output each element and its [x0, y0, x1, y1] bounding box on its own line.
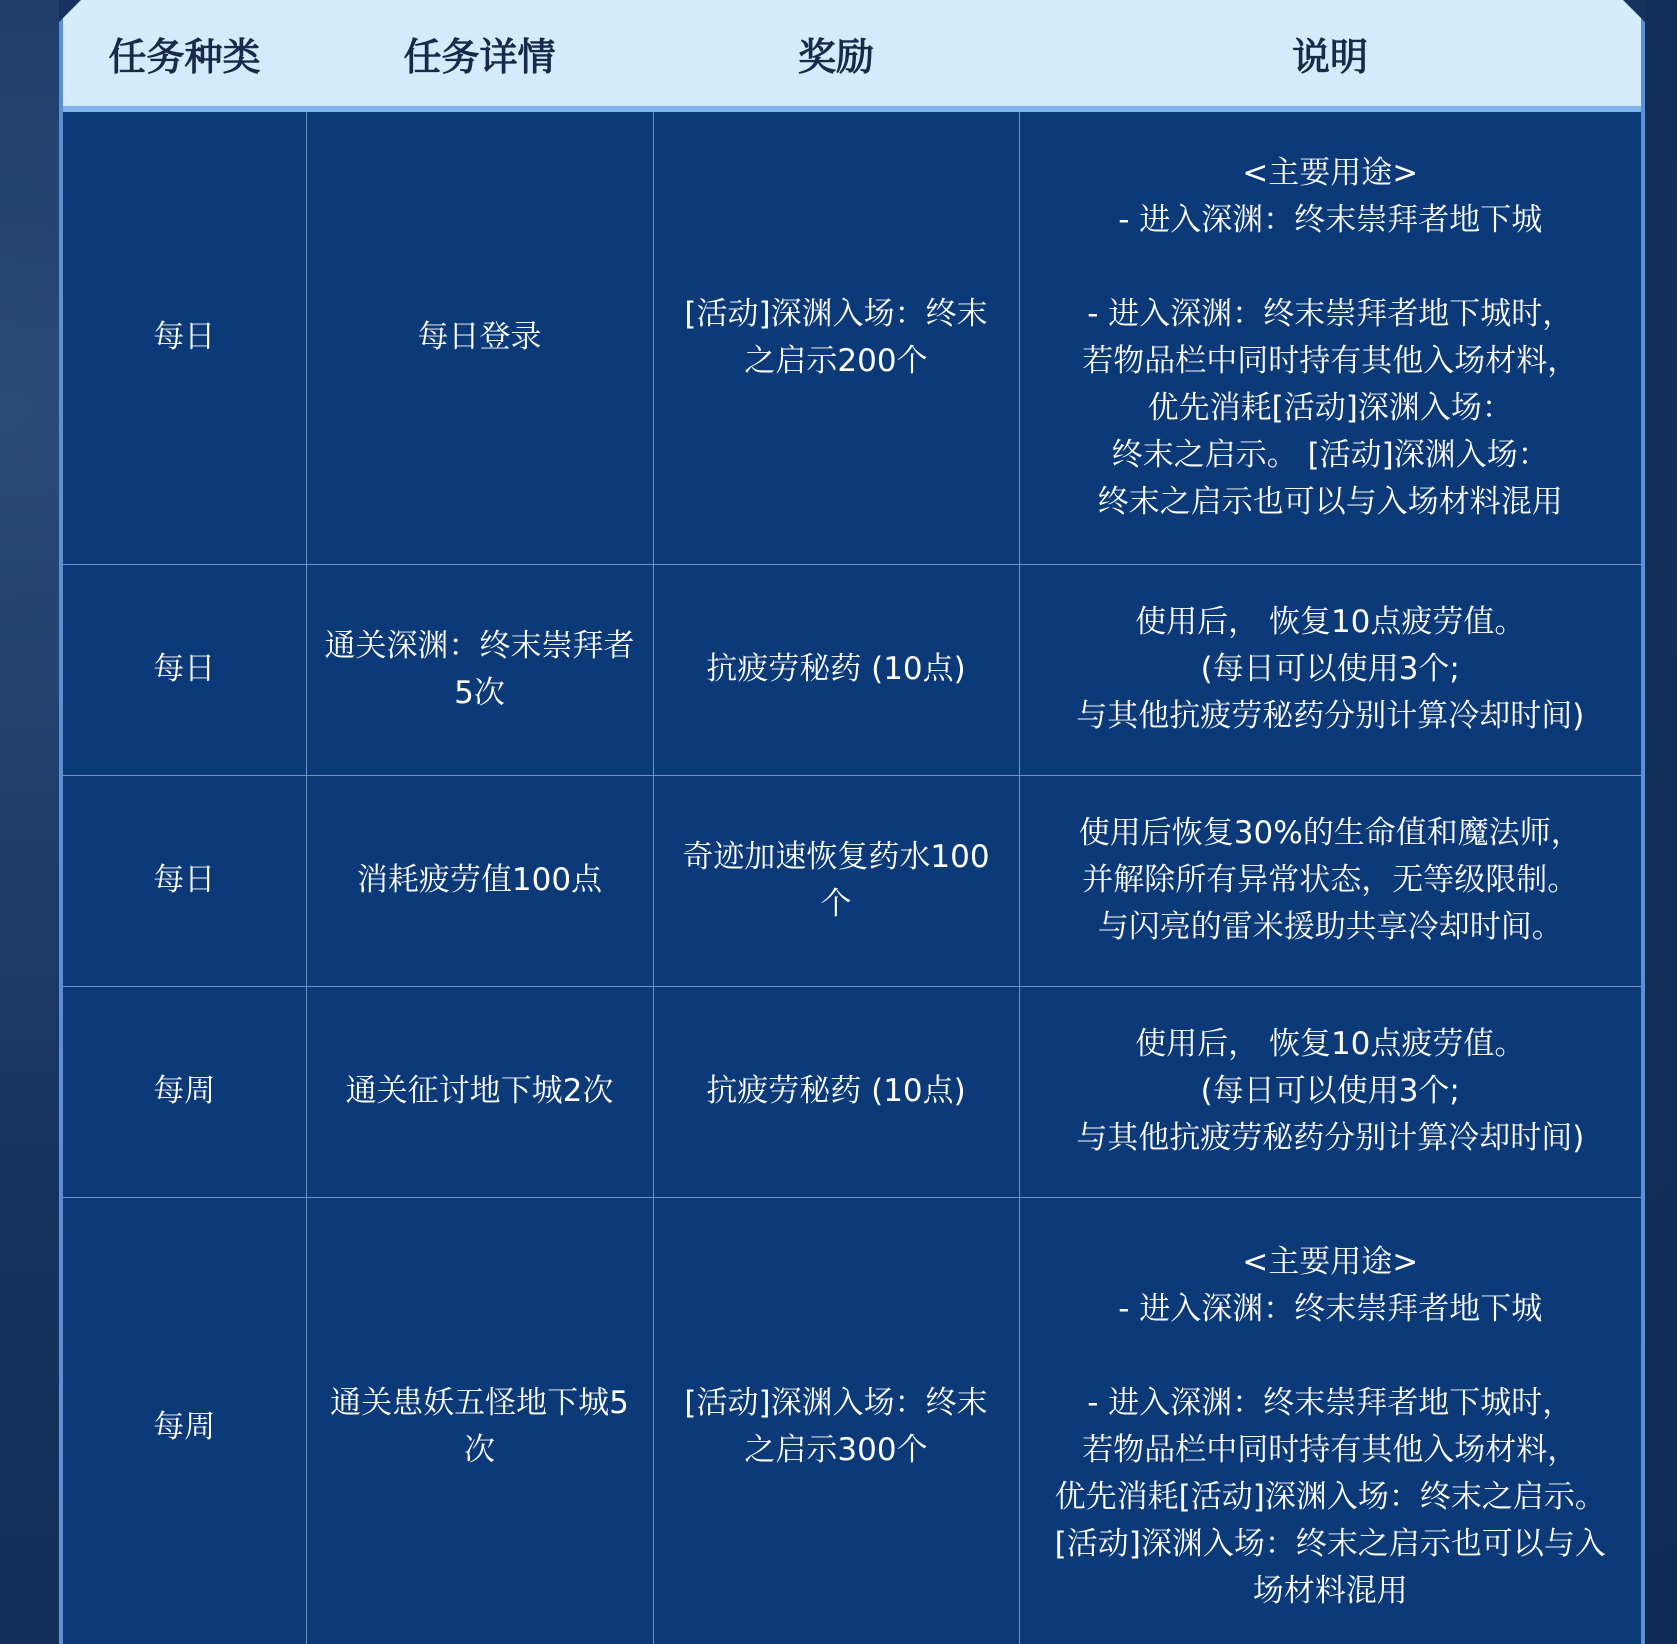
task-type-cell: 每日 — [63, 775, 306, 986]
table-row — [63, 775, 1641, 986]
table-row — [63, 1197, 1641, 1644]
table-row — [63, 564, 1641, 775]
task-table — [63, 0, 1641, 1644]
task-detail-cell: 每日登录 — [306, 109, 653, 564]
description-line: 优先消耗[活动]深渊入场：终末之启示。 — [1054, 1479, 1606, 1515]
description-gap — [1038, 1333, 1624, 1380]
description-line: - 进入深渊：终末崇拜者地下城 — [1118, 201, 1543, 238]
task-type-cell: 每周 — [63, 1197, 306, 1644]
description-line: 使用后， 恢复10点疲劳值。 — [1135, 604, 1526, 640]
description-gap — [1038, 244, 1624, 291]
description-line: 优先消耗[活动]深渊入场： — [1147, 389, 1513, 426]
reward-cell: 抗疲劳秘药 (10点) — [653, 564, 1019, 775]
task-table-frame — [59, 0, 1645, 1644]
description-line: 与其他抗疲劳秘药分别计算冷却时间) — [1076, 1120, 1585, 1156]
reward-cell: 奇迹加速恢复药水100个 — [653, 775, 1019, 986]
reward-cell: [活动]深渊入场：终末之启示300个 — [653, 1197, 1019, 1644]
description-cell — [1019, 986, 1641, 1197]
task-detail-cell: 通关征讨地下城2次 — [306, 986, 653, 1197]
description-cell — [1019, 1197, 1641, 1644]
table-row — [63, 986, 1641, 1197]
description-cell — [1019, 775, 1641, 986]
task-detail-cell: 通关深渊：终末崇拜者5次 — [306, 564, 653, 775]
description-cell — [1019, 109, 1641, 564]
description-line: 与其他抗疲劳秘药分别计算冷却时间) — [1076, 698, 1585, 734]
header-task-detail: 任务详情 — [306, 0, 653, 109]
frame-corner-right — [1623, 0, 1645, 22]
table-header — [63, 0, 1641, 109]
description-line: 使用后， 恢复10点疲劳值。 — [1135, 1026, 1526, 1062]
description-line: <主要用途> — [1242, 1244, 1419, 1280]
table-row — [63, 109, 1641, 564]
description-line: 终末之启示也可以与入场材料混用 — [1097, 483, 1563, 520]
reward-cell: [活动]深渊入场：终末之启示200个 — [653, 109, 1019, 564]
description-line: (每日可以使用3个; — [1200, 651, 1460, 687]
header-task-type: 任务种类 — [63, 0, 306, 109]
description-line: 使用后恢复30%的生命值和魔法师， — [1078, 815, 1582, 851]
description-line: [活动]深渊入场：终末之启示也可以与入 — [1054, 1526, 1606, 1562]
description-line: (每日可以使用3个; — [1200, 1073, 1460, 1109]
task-type-cell: 每日 — [63, 564, 306, 775]
description-line: 若物品栏中同时持有其他入场材料， — [1082, 1432, 1579, 1468]
description-line: 与闪亮的雷米援助共享冷却时间。 — [1097, 909, 1563, 945]
header-reward: 奖励 — [653, 0, 1019, 109]
description-line: - 进入深渊：终末崇拜者地下城 — [1118, 1291, 1543, 1327]
description-line: 终末之启示。 [活动]深渊入场： — [1111, 436, 1549, 473]
task-detail-cell: 通关患妖五怪地下城5次 — [306, 1197, 653, 1644]
description-cell — [1019, 564, 1641, 775]
description-line: 若物品栏中同时持有其他入场材料， — [1082, 342, 1579, 379]
task-type-cell: 每周 — [63, 986, 306, 1197]
description-line: <主要用途> — [1242, 154, 1419, 191]
frame-corner-left — [59, 0, 81, 22]
description-line: - 进入深渊：终末崇拜者地下城时， — [1087, 1385, 1574, 1421]
header-description: 说明 — [1019, 0, 1641, 109]
reward-cell: 抗疲劳秘药 (10点) — [653, 986, 1019, 1197]
task-type-cell: 每日 — [63, 109, 306, 564]
description-line: 场材料混用 — [1252, 1573, 1408, 1609]
task-detail-cell: 消耗疲劳值100点 — [306, 775, 653, 986]
description-line: 并解除所有异常状态，无等级限制。 — [1082, 862, 1579, 898]
description-line: - 进入深渊：终末崇拜者地下城时， — [1087, 295, 1574, 332]
